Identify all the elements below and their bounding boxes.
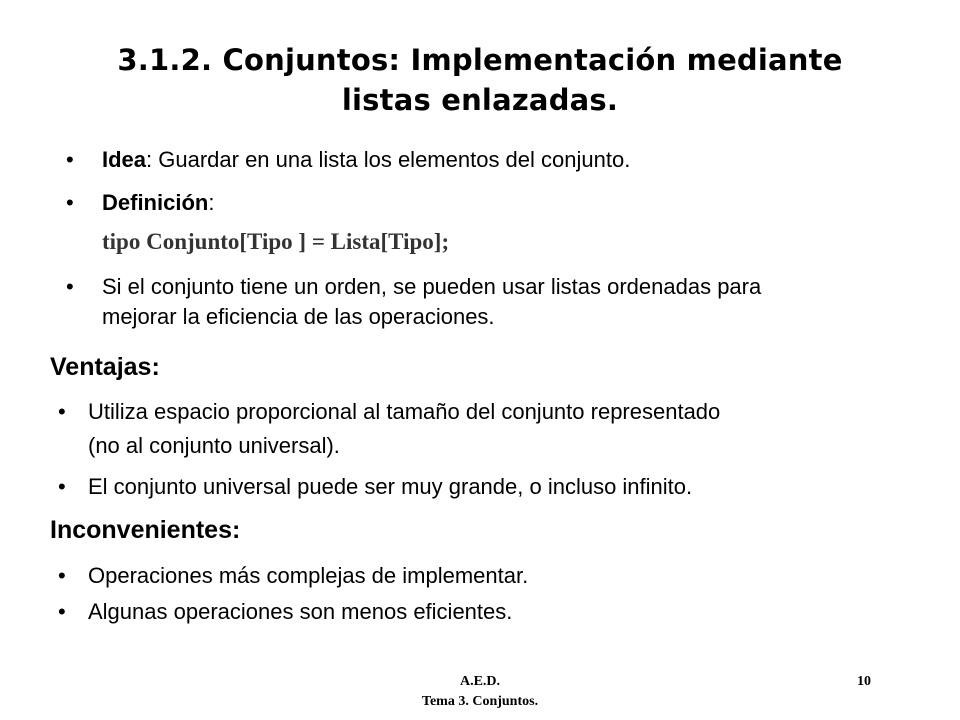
slide-title-line-2: listas enlazadas. bbox=[341, 83, 619, 117]
inconvenientes-item-2-text: Algunas operaciones son menos eficientes. bbox=[88, 599, 513, 624]
bullet-marker: • bbox=[58, 563, 66, 588]
footer-topic: Tema 3. Conjuntos. bbox=[421, 694, 539, 709]
slide-title bbox=[60, 40, 900, 120]
slide-title-line-1: 3.1.2. Conjuntos: Implementación mediante bbox=[117, 43, 843, 77]
inconvenientes-heading: Inconvenientes: bbox=[50, 516, 241, 544]
footer-course: A.E.D. bbox=[459, 674, 501, 689]
page-number: 10 bbox=[857, 674, 871, 689]
bullet-marker: • bbox=[66, 190, 74, 215]
bullet-marker: • bbox=[58, 399, 66, 424]
bullet-orden-line-1: Si el conjunto tiene un orden, se pueden usar listas ordenadas para bbox=[102, 274, 762, 299]
bullet-definicion-text: : bbox=[208, 190, 215, 215]
bullet-marker: • bbox=[58, 599, 66, 624]
bullet-idea-text: : Guardar en una lista los elementos del conjunto. bbox=[146, 147, 631, 172]
bullet-marker: • bbox=[58, 474, 66, 499]
ventajas-item-2-text: El conjunto universal puede ser muy grande, o incluso infinito. bbox=[88, 474, 693, 499]
ventajas-item-1-line-1: Utiliza espacio proporcional al tamaño del conjunto representado bbox=[88, 399, 721, 424]
inconvenientes-item-1-text: Operaciones más complejas de implementar. bbox=[88, 563, 529, 588]
ventajas-heading: Ventajas: bbox=[50, 353, 160, 381]
definition-code: tipo Conjunto[Tipo ] = Lista[Tipo]; bbox=[102, 229, 450, 254]
footer bbox=[360, 672, 600, 712]
bullet-marker: • bbox=[66, 147, 74, 172]
bullet-marker: • bbox=[66, 274, 74, 299]
bullet-idea-label: Idea bbox=[102, 147, 147, 172]
bullet-definicion-label: Definición bbox=[102, 190, 209, 215]
bullet-orden-line-2: mejorar la eficiencia de las operaciones. bbox=[102, 304, 495, 329]
ventajas-item-1-line-2: (no al conjunto universal). bbox=[88, 433, 340, 458]
